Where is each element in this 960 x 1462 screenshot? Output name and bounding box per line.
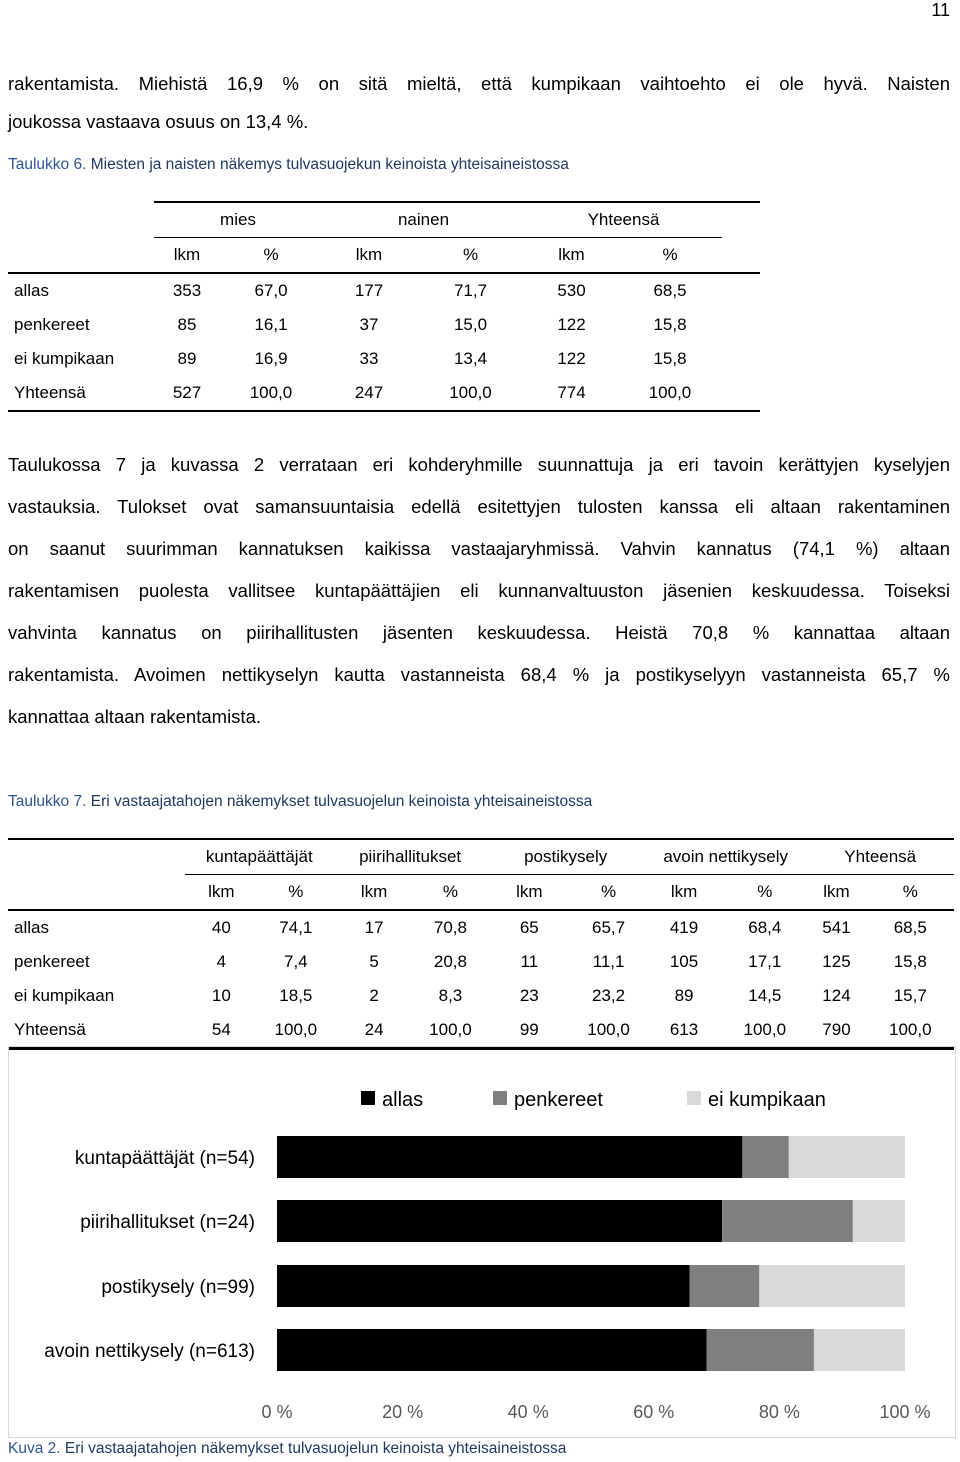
table7-cell: 54	[185, 1013, 258, 1049]
table6-pad	[722, 238, 760, 274]
table6-cell: 15,8	[653, 315, 687, 334]
table6-subheader: %	[220, 238, 322, 274]
table6-row-label: Yhteensä	[8, 376, 154, 411]
legend-label: ei kumpikaan	[708, 1089, 826, 1111]
table-row	[8, 273, 760, 308]
x-tick-label: 100 %	[879, 1402, 931, 1422]
table7-cell: 100,0	[414, 1013, 486, 1049]
table7-subheader: lkm	[185, 875, 258, 911]
table6-subheader: %	[618, 238, 722, 274]
table7-cell: 613	[645, 1013, 723, 1049]
paragraph-line: Taulukossa 7 ja kuvassa 2 verrataan eri kohderyhmille suunnattuja ja eri tavoin kerättyjen kyselyjen	[8, 454, 950, 475]
table6-caption	[8, 156, 569, 174]
table-row	[8, 376, 760, 411]
category-label: kuntapäättäjät (n=54)	[74, 1148, 255, 1169]
legend-label: allas	[382, 1089, 424, 1111]
table6-cell: 100,0	[220, 376, 322, 411]
table7-cell: 40	[211, 918, 231, 937]
table6-cell: 13,4	[453, 349, 488, 368]
table6-cell: 67,0	[254, 281, 288, 300]
table7-cell: 14,5	[748, 986, 782, 1005]
table7-cell: 2	[369, 986, 379, 1005]
x-tick-label: 80 %	[758, 1402, 800, 1422]
table7-cell: 70,8	[433, 918, 467, 937]
bar-segment	[277, 1136, 742, 1178]
table6-cell: 16,1	[254, 315, 288, 334]
table6-row-label: penkereet	[14, 315, 90, 334]
table6-cell: 100,0	[416, 376, 525, 411]
paragraph-line: vahvinta kannatus on piirihallitusten jäsenten keskuudessa. Heistä 70,8 % kannattaa altaan	[8, 622, 950, 643]
table6-pad	[722, 308, 760, 342]
bar-segment	[853, 1200, 905, 1242]
table7-cell: 105	[669, 952, 699, 971]
bar-segment	[789, 1136, 905, 1178]
table7-group-header: postikysely	[486, 839, 645, 875]
table6-group-header: nainen	[322, 202, 525, 238]
table6-cell: 774	[525, 376, 618, 411]
table6-cell: 85	[177, 315, 197, 334]
table7-subheader: lkm	[806, 875, 866, 911]
table7-group-header: kuntapäättäjät	[185, 839, 334, 875]
table7-cell: 17	[364, 918, 384, 937]
table7-group-header: piirihallitukset	[334, 839, 487, 875]
table6-cell: 15,8	[653, 349, 687, 368]
paragraph-line: kannattaa altaan rakentamista.	[8, 706, 261, 727]
table6-cell: 89	[177, 349, 197, 368]
table7-caption-label: Taulukko 7.	[8, 793, 87, 810]
table7-subheader: %	[867, 875, 954, 911]
legend-label: penkereet	[514, 1089, 603, 1111]
table6-cell: 527	[154, 376, 220, 411]
paragraph-line: vastauksia. Tulokset ovat samansuuntaisia edellä esitettyjen tulosten kanssa eli altaan rakentaminen	[8, 496, 950, 517]
bar-segment	[722, 1200, 853, 1242]
x-tick-label: 20 %	[382, 1402, 424, 1422]
table-row	[8, 308, 760, 342]
category-label: postikysely (n=99)	[101, 1277, 255, 1298]
x-tick-label: 60 %	[633, 1402, 675, 1422]
intro-line-2: joukossa vastaava osuus on 13,4 %.	[8, 111, 309, 132]
figure-caption-text: Eri vastaajatahojen näkemykset tulvasuojelun keinoista yhteisaineistossa	[64, 1440, 567, 1457]
table7-cell: 65	[519, 918, 539, 937]
table7-subheader: lkm	[645, 875, 723, 911]
table7-cell: 99	[486, 1013, 572, 1049]
table-row	[8, 342, 760, 376]
category-label: avoin nettikysely (n=613)	[44, 1341, 255, 1362]
table7-cell: 15,7	[893, 986, 927, 1005]
table6-group-header: Yhteensä	[525, 202, 722, 238]
table7-cell: 100,0	[867, 1013, 954, 1049]
table7-pad	[153, 875, 185, 911]
table7-cell: 5	[369, 952, 379, 971]
table7-subheader: %	[414, 875, 486, 911]
table6-pad	[722, 273, 760, 308]
table7-cell: 18,5	[279, 986, 313, 1005]
bar-segment	[814, 1329, 905, 1371]
table7-cell: 100,0	[723, 1013, 806, 1049]
table7-row-label: Yhteensä	[8, 1013, 185, 1049]
table6-cell: 122	[557, 349, 586, 368]
table6-cell: 16,9	[254, 349, 288, 368]
table7-cell: 10	[211, 986, 231, 1005]
table7	[8, 838, 954, 1050]
intro-line-1: rakentamista. Miehistä 16,9 % on sitä mieltä, että kumpikaan vaihtoehto ei ole hyvä. Naisten	[8, 73, 950, 94]
table7-cell: 100,0	[258, 1013, 334, 1049]
bar-segment	[277, 1200, 722, 1242]
table7-cell: 8,3	[438, 986, 463, 1005]
table7-caption-text: Eri vastaajatahojen näkemykset tulvasuojelun keinoista yhteisaineistossa	[90, 793, 593, 810]
bar-segment	[759, 1265, 905, 1307]
legend-swatch-0	[361, 1091, 375, 1105]
table7-cell: 24	[334, 1013, 415, 1049]
table7-cell: 89	[674, 986, 694, 1005]
table7-cell: 68,4	[748, 918, 782, 937]
table6-caption-label: Taulukko 6.	[8, 156, 87, 173]
table-row	[8, 945, 954, 979]
table7-cell: 17,1	[748, 952, 782, 971]
table6	[8, 201, 760, 412]
table6-sub-corner	[8, 238, 154, 274]
table7-caption	[8, 793, 592, 811]
body-paragraph	[8, 444, 950, 738]
table6-cell: 68,5	[653, 281, 687, 300]
table6-cell: 37	[359, 315, 379, 334]
page-number: 11	[931, 0, 950, 20]
table7-cell: 65,7	[592, 918, 626, 937]
table-row	[8, 979, 954, 1013]
table7-cell: 23,2	[592, 986, 626, 1005]
table7-cell: 15,8	[893, 952, 927, 971]
table7-corner	[8, 839, 153, 875]
table7-cell: 7,4	[284, 952, 308, 971]
table6-cell: 33	[359, 349, 379, 368]
table7-cell: 125	[822, 952, 851, 971]
table6-pad	[722, 376, 760, 411]
table7-cell: 124	[822, 986, 851, 1005]
x-tick-label: 0 %	[261, 1402, 293, 1422]
table7-cell: 790	[806, 1013, 866, 1049]
table7-cell: 11,1	[592, 952, 625, 971]
figure-caption	[8, 1440, 566, 1458]
table7-subheader: lkm	[486, 875, 572, 911]
bar-segment	[277, 1329, 707, 1371]
table7-row-label: ei kumpikaan	[14, 986, 115, 1005]
table7-subheader: %	[572, 875, 645, 911]
table7-cell: 23	[519, 986, 539, 1005]
table7-subheader: %	[723, 875, 806, 911]
table6-subheader: %	[416, 238, 525, 274]
table7-group-header: Yhteensä	[806, 839, 954, 875]
table6-cell: 247	[322, 376, 416, 411]
intro-text	[8, 63, 950, 143]
figure-caption-label: Kuva 2.	[8, 1440, 61, 1457]
table7-row-label: allas	[14, 918, 49, 937]
legend-swatch-1	[493, 1091, 507, 1105]
table6-cell: 122	[557, 315, 586, 334]
table7-pad	[153, 839, 185, 875]
x-tick-label: 40 %	[507, 1402, 549, 1422]
table6-corner	[8, 202, 154, 238]
stacked-bar-chart	[0, 1046, 960, 1438]
table-row	[8, 1013, 954, 1049]
table6-cell: 15,0	[453, 315, 488, 334]
bar-segment	[742, 1136, 788, 1178]
bar-segment	[277, 1265, 690, 1307]
table6-group-header: mies	[154, 202, 322, 238]
table7-subheader: lkm	[334, 875, 415, 911]
table7-cell: 68,5	[893, 918, 927, 937]
legend-swatch-2	[687, 1091, 701, 1105]
table6-cell: 353	[172, 281, 202, 300]
table6-subheader: lkm	[322, 238, 416, 274]
table7-cell: 419	[669, 918, 699, 937]
table6-row-label: ei kumpikaan	[14, 349, 115, 368]
paragraph-line: rakentamista. Avoimen nettikyselyn kautta vastanneista 68,4 % ja postikyselyyn vastanneista 65,7 %	[8, 664, 950, 685]
table6-caption-text: Miesten ja naisten näkemys tulvasuojekun keinoista yhteisaineistossa	[90, 156, 569, 173]
table7-subheader: %	[258, 875, 334, 911]
table-row	[8, 910, 954, 945]
table7-cell: 74,1	[279, 918, 313, 937]
paragraph-line: on saanut suurimman kannatuksen kaikissa vastaajaryhmissä. Vahvin kannatus (74,1 %) altaan	[8, 538, 950, 559]
table6-row-label: allas	[14, 281, 49, 300]
table6-cell: 177	[354, 281, 384, 300]
bar-segment	[707, 1329, 814, 1371]
table7-group-header: avoin nettikysely	[645, 839, 807, 875]
table7-cell: 100,0	[572, 1013, 645, 1049]
table6-cell: 100,0	[618, 376, 722, 411]
table6-subheader: lkm	[154, 238, 220, 274]
table6-subheader: lkm	[525, 238, 618, 274]
table7-cell: 4	[216, 952, 227, 971]
bar-segment	[690, 1265, 760, 1307]
paragraph-line: rakentamisen puolesta vallitsee kuntapäättäjien eli kunnanvaltuuston jäsenien keskuudessa. Toiseksi	[8, 580, 950, 601]
table7-sub-corner	[8, 875, 153, 911]
category-label: piirihallitukset (n=24)	[80, 1212, 255, 1233]
table6-cell: 530	[557, 281, 586, 300]
table6-cell: 71,7	[453, 281, 488, 300]
table7-cell: 541	[822, 918, 851, 937]
table6-pad	[722, 202, 760, 238]
table6-pad	[722, 342, 760, 376]
table7-cell: 20,8	[433, 952, 467, 971]
table7-cell: 11	[520, 952, 539, 971]
table7-row-label: penkereet	[14, 952, 90, 971]
